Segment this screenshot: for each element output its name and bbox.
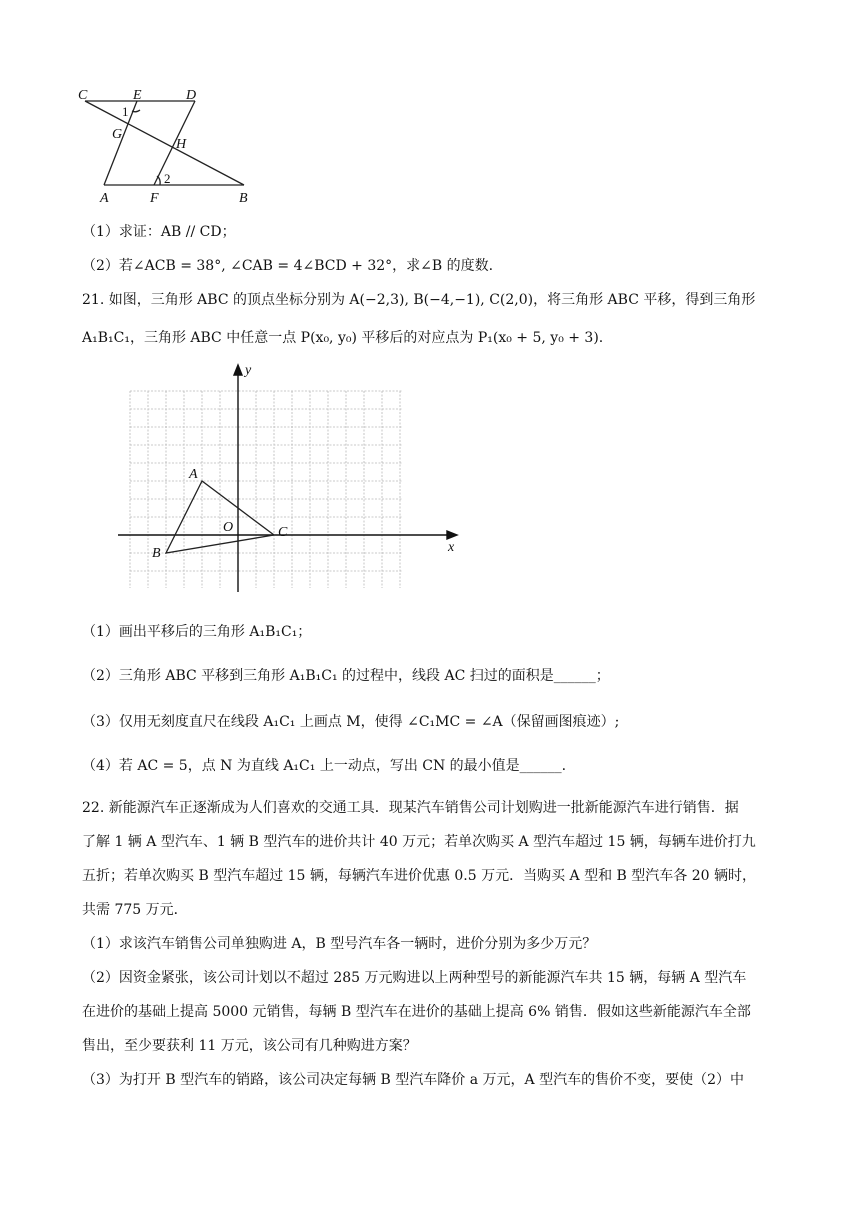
label-g: G	[112, 127, 123, 142]
q20-part1: （1）求证：AB // CD；	[82, 224, 236, 240]
label-a: A	[100, 191, 109, 206]
origin-label: O	[223, 520, 234, 535]
point-label-c: C	[278, 525, 288, 540]
q22-statement-line3: 五折；若单次购买 B 型汽车超过 15 辆，每辆汽车进价优惠 0.5 万元．当购买 A 型和 B 型汽车各 20 辆时，	[82, 868, 756, 884]
q22-statement-line1: 22. 新能源汽车正逐渐成为人们喜欢的交通工具．现某汽车销售公司计划购进一批新能源汽车进行销售．据	[82, 800, 739, 816]
segment-df	[154, 101, 195, 185]
q20-part2: （2）若∠ACB = 38°, ∠CAB = 4∠BCD + 32°，求∠B 的度数.	[82, 258, 494, 274]
q21-part1: （1）画出平移后的三角形 A₁B₁C₁；	[82, 624, 312, 640]
q22-part2-line1: （2）因资金紧张，该公司计划以不超过 285 万元购进以上两种型号的新能源汽车共 15 辆，每辆 A 型汽车	[82, 970, 747, 986]
q22-part2-line3: 售出，至少要获利 11 万元，该公司有几种购进方案？	[82, 1038, 417, 1054]
label-h: H	[176, 137, 187, 152]
q21-part4: （4）若 AC = 5，点 N 为直线 A₁C₁ 上一动点，写出 CN 的最小值是______.	[82, 758, 567, 774]
geometry-figure	[74, 84, 264, 209]
label-b: B	[239, 191, 248, 206]
label-e: E	[133, 88, 142, 103]
label-angle-1: 1	[122, 104, 129, 119]
coordinate-grid	[112, 362, 462, 594]
q22-part1: （1）求该汽车销售公司单独购进 A，B 型号汽车各一辆时，进价分别为多少万元？	[82, 936, 597, 952]
y-axis-arrow	[234, 365, 242, 375]
label-angle-2: 2	[164, 171, 171, 186]
q22-statement-line4: 共需 775 万元．	[82, 902, 188, 918]
x-axis-arrow	[447, 531, 457, 539]
q21-statement-line2: A₁B₁C₁，三角形 ABC 中任意一点 P(x₀, y₀) 平移后的对应点为 P₁(x₀ + 5, y₀ + 3).	[82, 330, 604, 346]
q21-statement-line1: 21. 如图，三角形 ABC 的顶点坐标分别为 A(−2,3), B(−4,−1), C(2,0)，将三角形 ABC 平移，得到三角形	[82, 292, 756, 308]
point-label-a: A	[189, 467, 198, 482]
q22-part2-line2: 在进价的基础上提高 5000 元销售，每辆 B 型汽车在进价的基础上提高 6% 销售．假如这些新能源汽车全部	[82, 1004, 751, 1020]
x-axis-label: x	[448, 540, 455, 555]
point-label-b: B	[152, 546, 161, 561]
q22-part3-line1: （3）为打开 B 型汽车的销路，该公司决定每辆 B 型汽车降价 a 万元，A 型汽车的售价不变，要使（2）中	[82, 1072, 744, 1088]
label-c: C	[78, 88, 88, 103]
q21-part2: （2）三角形 ABC 平移到三角形 A₁B₁C₁ 的过程中，线段 AC 扫过的面积是______；	[82, 668, 610, 684]
label-f: F	[150, 191, 159, 206]
label-d: D	[186, 88, 197, 103]
q22-statement-line2: 了解 1 辆 A 型汽车、1 辆 B 型汽车的进价共计 40 万元；若单次购买 A 型汽车超过 15 辆，每辆车进价打九	[82, 834, 756, 850]
q21-part3: （3）仅用无刻度直尺在线段 A₁C₁ 上画点 M，使得 ∠C₁MC = ∠A（保留画图痕迹）;	[82, 714, 620, 730]
y-axis-label: y	[245, 363, 252, 378]
